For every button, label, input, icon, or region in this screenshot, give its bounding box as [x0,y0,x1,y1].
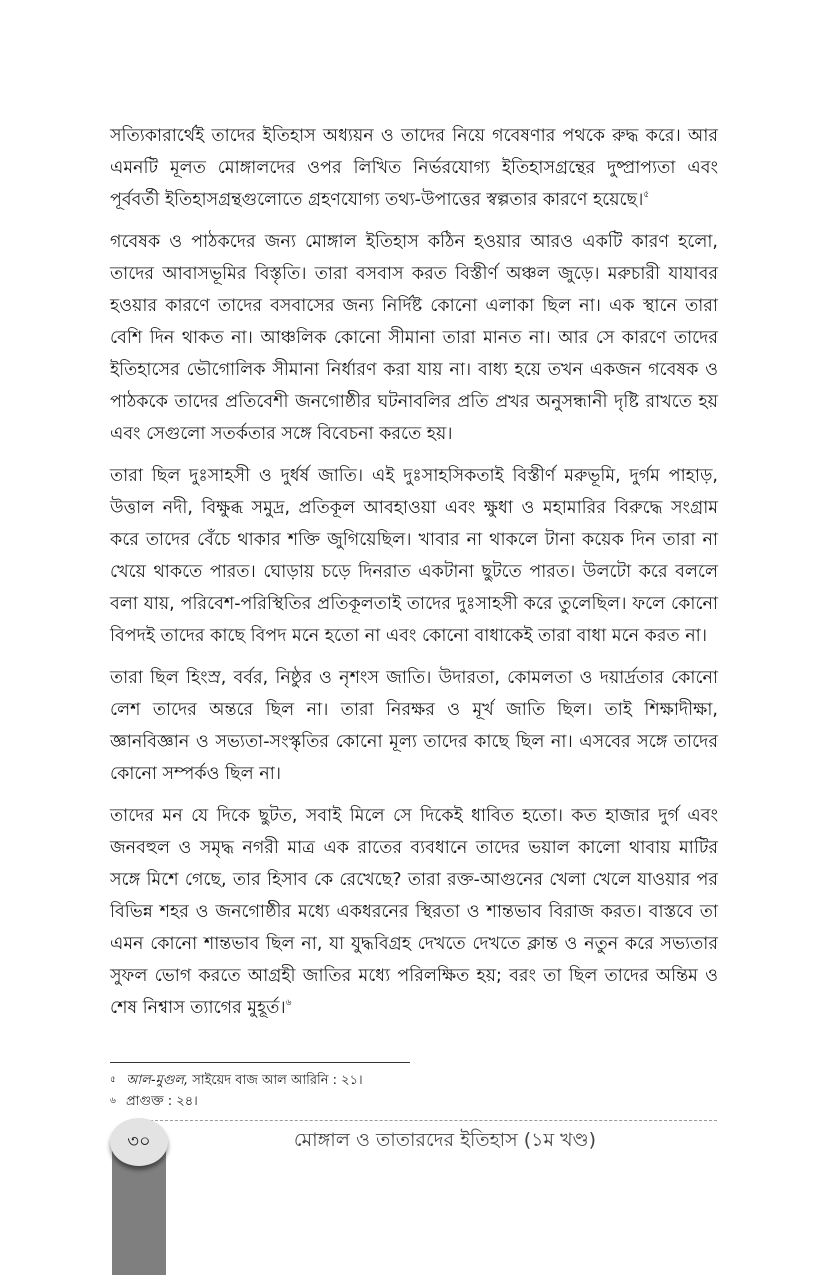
footnote-text [126,1070,363,1091]
page-number-badge [110,1118,168,1166]
paragraph-1 [110,120,718,216]
paragraph-text: তারা ছিল দুঃসাহসী ও দুর্ধর্ষ জাতি। এই দুঃসাহসিকতাই বিস্তীর্ণ মরুভূমি, দুর্গম পাহাড়, উত্তাল নদী, বিক্ষুব্ধ সমুদ্র, প্রতিকূল আবহাওয়া এবং ক্ষুধা ও মহামারির বিরুদ্ধে সংগ্রাম করে তাদের বেঁচে থাকার শক্তি জুগিয়েছিল। খাবার না থাকলে টানা কয়েক দিন তারা না খেয়ে থাকতে পারত। ঘোড়ায় চড়ে দিনরাত একটানা ছুটতে পারত। উলটো করে বললে বলা যায়, পরিবেশ-পরিস্থিতির প্রতিকূলতাই তাদের দুঃসাহসী করে তুলেছিল। ফলে কোনো বিপদই তাদের কাছে বিপদ মনে হতো না এবং কোনো বাধাকেই তারা বাধা মনে করত না। [110,466,718,646]
page-tab-bar [112,1148,166,1275]
paragraph-4 [110,662,718,790]
footnote-text [126,1091,198,1112]
footnote-ref[interactable]: ৫ [643,190,650,200]
footnote-mark: ৬ [110,1096,116,1106]
footnote-title: আল-মুগুল, [126,1073,189,1088]
footnote-ref[interactable]: ৬ [285,998,292,1008]
paragraph-text: গবেষক ও পাঠকদের জন্য মোঙ্গাল ইতিহাস কঠিন হওয়ার আরও একটি কারণ হলো, তাদের আবাসভূমির বিস্তৃতি। তারা বসবাস করত বিস্তীর্ণ অঞ্চল জুড়ে। মরুচারী যাযাবর হওয়ার কারণে তাদের বসবাসের জন্য নির্দিষ্ট কোনো এলাকা ছিল না। এক স্থানে তারা বেশি দিন থাকত না। আঞ্চলিক কোনো সীমানা তারা মানত না। আর সে কারণে তাদের ইতিহাসের ভৌগোলিক সীমানা নির্ধারণ করা যায় না। বাধ্য হয়ে তখন একজন গবেষক ও পাঠককে তাদের প্রতিবেশী জনগোষ্ঠীর ঘটনাবলির প্রতি প্রখর অনুসন্ধানী দৃষ্টি রাখতে হয় এবং সেগুলো সতর্কতার সঙ্গে বিবেচনা করতে হয়। [110,232,718,444]
paragraph-text: তাদের মন যে দিকে ছুটত, সবাই মিলে সে দিকেই ধাবিত হতো। কত হাজার দুর্গ এবং জনবহুল ও সমৃদ্ধ নগরী মাত্র এক রাতের ব্যবধানে তাদের ভয়াল কালো থাবায় মাটির সঙ্গে মিশে গেছে, তার হিসাব কে রেখেছে? তারা রক্ত-আগুনের খেলা খেলে যাওয়ার পর বিভিন্ন শহর ও জনগোষ্ঠীর মধ্যে একধরনের স্থিরতা ও শান্তভাব বিরাজ করত। বাস্তবে তা এমন কোনো শান্তভাব ছিল না, যা যুদ্ধবিগ্রহ দেখতে দেখতে ক্লান্ত ও নতুন করে সভ্যতার সুফল ভোগ করতে আগ্রহী জাতির মধ্যে পরিলক্ষিত হয়; বরং তা ছিল তাদের অন্তিম ও শেষ নিশ্বাস ত্যাগের মুহূর্ত। [110,806,718,1018]
body-text [110,120,718,1034]
footnote-citation: প্রাগুক্ত : ২৪। [126,1094,198,1109]
footnotes [110,1070,710,1112]
paragraph-3 [110,460,718,652]
paragraph-text: সত্যিকারার্থেই তাদের ইতিহাস অধ্যয়ন ও তাদের নিয়ে গবেষণার পথকে রুদ্ধ করে। আর এমনটি মূলত মোঙ্গালদের ওপর লিখিত নির্ভরযোগ্য ইতিহাসগ্রন্থের দুষ্প্রাপ্যতা এবং পূর্ববর্তী ইতিহাসগ্রন্থগুলোতে গ্রহণযোগ্য তথ্য-উপাত্তের স্বল্পতার কারণে হয়েছে। [110,126,718,210]
footnote-citation: সাইয়েদ বাজ আল আরিনি : ২১। [188,1073,363,1088]
paragraph-text: তারা ছিল হিংস্র, বর্বর, নিষ্ঠুর ও নৃশংস জাতি। উদারতা, কোমলতা ও দয়ার্দ্রতার কোনো লেশ তাদের অন্তরে ছিল না। তারা নিরক্ষর ও মূর্খ জাতি ছিল। তাই শিক্ষাদীক্ষা, জ্ঞানবিজ্ঞান ও সভ্যতা-সংস্কৃতির কোনো মূল্য তাদের কাছে ছিল না। এসবের সঙ্গে তাদের কোনো সম্পর্কও ছিল না। [110,668,718,784]
page-number: ৩০ [127,1130,151,1152]
footnote-item [110,1091,710,1112]
footnote-item [110,1070,710,1091]
paragraph-5 [110,800,718,1024]
running-title: মোঙ্গাল ও তাতারদের ইতিহাস (১ম খণ্ড) [293,1129,597,1151]
footnote-divider [110,1062,410,1063]
footnote-mark: ৫ [110,1075,116,1085]
footer-dashed-rule [135,1120,717,1121]
paragraph-2 [110,226,718,450]
